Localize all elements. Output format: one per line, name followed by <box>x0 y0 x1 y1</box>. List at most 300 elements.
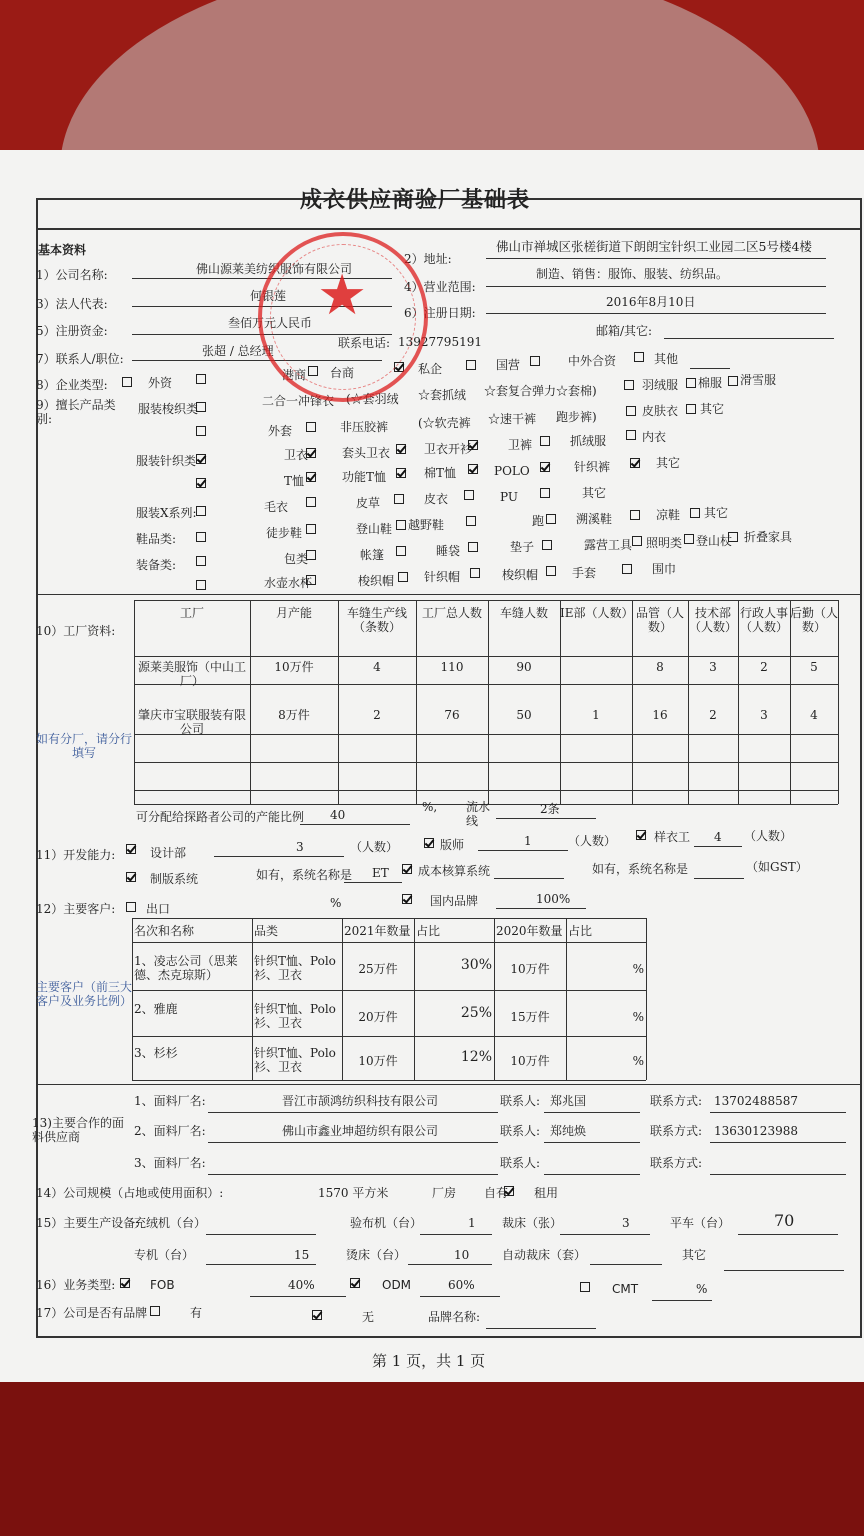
factory-vline <box>134 600 135 804</box>
factory-vline <box>416 600 417 804</box>
supplier-contact-underline <box>544 1174 640 1175</box>
checkbox-bag[interactable] <box>306 550 316 560</box>
p6-5: 凉鞋 <box>656 508 681 522</box>
factory-cell: 110 <box>440 660 464 674</box>
factory-cell: 肇庆市宝联服装有限公司 <box>137 708 246 736</box>
supplier-contact-label: 联系人: <box>500 1094 541 1108</box>
supplier-phone: 13630123988 <box>714 1124 798 1138</box>
checkbox-gear2[interactable] <box>196 580 206 590</box>
customer-vline <box>414 918 415 1080</box>
customer-header-cell: 占比 <box>416 924 441 938</box>
factory-vline <box>838 600 839 804</box>
customer-cell: 30% <box>460 957 492 973</box>
brand-name-label: 品牌名称: <box>428 1310 481 1324</box>
supplier-name-underline <box>208 1174 498 1175</box>
checkbox-cardigan[interactable] <box>468 440 478 450</box>
business-label: 16）业务类型: <box>36 1278 116 1292</box>
regdate-value: 2016年8月10日 <box>606 295 696 309</box>
p7-2: 睡袋 <box>436 544 461 558</box>
checkbox-hk[interactable] <box>196 374 206 384</box>
checkbox-shoes[interactable] <box>196 532 206 542</box>
enterprise-opt-state: 国营 <box>496 358 521 372</box>
equip-c-underline <box>560 1234 650 1235</box>
checkbox-cotton[interactable] <box>686 378 696 388</box>
factory-header-cell: 技术部（人数） <box>688 606 737 634</box>
equipment-e-v: 15 <box>294 1248 310 1262</box>
customer-hline <box>132 918 646 919</box>
gst-underline <box>694 878 744 879</box>
p2-6: 其它 <box>700 402 725 416</box>
regdate-underline <box>486 313 826 314</box>
checkbox-pattern[interactable] <box>424 838 434 848</box>
ratio-unit: %, <box>422 800 438 814</box>
equipment-f: 烫床（台） <box>346 1248 407 1262</box>
p6-2: 越野鞋 <box>408 518 445 532</box>
equipment-label: 15）主要生产设备: <box>36 1216 140 1230</box>
factory-vline <box>560 600 561 804</box>
equipment-e: 专机（台） <box>134 1248 195 1262</box>
equipment-d-v: 70 <box>774 1211 795 1230</box>
p2-5: 皮肤衣 <box>642 404 679 418</box>
scale-value: 1570 平方米 <box>318 1186 389 1200</box>
checkbox-polo[interactable] <box>540 462 550 472</box>
checkbox-brand-yes[interactable] <box>150 1306 160 1316</box>
p4-1: 功能T恤 <box>342 470 387 484</box>
checkbox-gear[interactable] <box>196 556 206 566</box>
customer-vline <box>252 918 253 1080</box>
dev-system: 制版系统 <box>150 872 199 886</box>
phone-value: 13927795191 <box>398 335 482 349</box>
checkbox-down[interactable] <box>624 380 634 390</box>
p5-4: 其它 <box>582 486 607 500</box>
customer-cell: 2、雅鹿 <box>134 1002 178 1016</box>
customer-cell: 15万件 <box>510 1010 550 1024</box>
p1-6: 滑雪服 <box>740 373 777 387</box>
factory-header-cell: 后勤（人数） <box>790 606 839 634</box>
section-basic: 基本资料 <box>38 243 87 257</box>
equipment-b-v: 1 <box>468 1216 476 1230</box>
factory-label: 10）工厂资料: <box>36 624 116 638</box>
checkbox-woven[interactable] <box>196 402 206 412</box>
checkbox-hat2[interactable] <box>546 566 556 576</box>
customer-vline <box>646 918 647 1080</box>
checkbox-cost[interactable] <box>402 864 412 874</box>
p4-5: 其它 <box>656 456 681 470</box>
factory-header-cell: 月产能 <box>275 606 312 620</box>
factory-cell: 3 <box>760 708 768 722</box>
checkbox-pole[interactable] <box>728 532 738 542</box>
customer-cell: 1、凌志公司（思莱德、杰克琼斯） <box>134 954 238 982</box>
factory-cell: 10万件 <box>274 660 314 674</box>
contact-value: 张超 / 总经理 <box>202 344 274 358</box>
dev-if-have-2: 如有，系统名称是 <box>592 862 689 876</box>
supplier-contact-underline <box>544 1142 640 1143</box>
enterprise-opt-other: 其他 <box>654 352 679 366</box>
checkbox-jv[interactable] <box>634 352 644 362</box>
capital-label: 5）注册资金: <box>36 324 108 338</box>
factory-header-cell: 车缝生产线（条数） <box>346 606 407 634</box>
p7-5: 照明类 <box>646 536 683 550</box>
factory-header-cell: 车缝人数 <box>499 606 548 620</box>
p6-3: 跑 <box>532 514 545 528</box>
checkbox-tee[interactable] <box>306 472 316 482</box>
checkbox-run[interactable] <box>546 514 556 524</box>
p7-0: 包类 <box>284 552 309 566</box>
p6-4: 溯溪鞋 <box>576 512 613 526</box>
page-title: 成衣供应商验厂基础表 <box>300 187 531 213</box>
equip-a-underline <box>206 1234 316 1235</box>
p7-3: 垫子 <box>510 540 535 554</box>
factory-cell: 2 <box>709 708 717 722</box>
brand-no: 无 <box>362 1310 375 1324</box>
title-divider <box>36 228 862 230</box>
checkbox-func-tee[interactable] <box>396 468 406 478</box>
factory-hline <box>134 790 838 791</box>
supplier-contact-label: 联系人: <box>500 1124 541 1138</box>
address-value: 佛山市禅城区张槎街道下朗朗宝针织工业园二区5号楼4楼 <box>496 239 812 254</box>
p8-1: 梭织帽 <box>358 574 395 588</box>
checkbox-pullover[interactable] <box>396 444 406 454</box>
equip-b-underline <box>420 1234 492 1235</box>
checkbox-stream[interactable] <box>630 510 640 520</box>
checkbox-knit-hat[interactable] <box>470 568 480 578</box>
supplier-phone-label: 联系方式: <box>650 1094 703 1108</box>
supplier-phone-underline <box>710 1142 846 1143</box>
checkbox-gloves[interactable] <box>622 564 632 574</box>
supplier-number-label: 3、面料厂名: <box>134 1156 206 1170</box>
address-label: 2）地址: <box>404 252 452 266</box>
p6-1: 登山鞋 <box>356 522 393 536</box>
supplier-name-underline <box>208 1112 498 1113</box>
ratio-value: 40 <box>330 808 346 822</box>
dev-gst: （如GST） <box>746 860 808 874</box>
p5-3: PU <box>500 490 518 504</box>
dev-people-2: （人数） <box>568 834 617 848</box>
background-bottom <box>0 1380 864 1536</box>
checkbox-tent[interactable] <box>396 546 406 556</box>
supplier-contact-label: 联系人: <box>500 1156 541 1170</box>
customer-cell: 12% <box>460 1049 492 1065</box>
checkbox-mountain[interactable] <box>396 520 406 530</box>
dev-label: 11）开发能力: <box>36 848 116 862</box>
contact-label: 7）联系人/职位: <box>36 352 124 366</box>
checkbox-sweater[interactable] <box>306 497 316 507</box>
enterprise-label: 8）企业类型: <box>36 378 108 392</box>
enterprise-opt-private: 私企 <box>418 362 443 376</box>
factory-cell: 8万件 <box>278 708 310 722</box>
p3-2: 卫衣开衫 <box>424 442 473 456</box>
equip-d-underline <box>738 1234 838 1235</box>
p1-5: 棉服 <box>698 376 723 390</box>
checkbox-sample[interactable] <box>636 830 646 840</box>
p3-4: 抓绒服 <box>570 434 607 448</box>
customer-header-cell: 占比 <box>568 924 593 938</box>
checkbox-knit2[interactable] <box>196 478 206 488</box>
customer-cell: 10万件 <box>510 962 550 976</box>
business-fob-v: 40% <box>288 1278 315 1292</box>
p2-3: ☆速干裤 <box>488 412 537 426</box>
sample-underline <box>694 846 742 847</box>
factory-branch-note: 如有分厂，请分行填写 <box>36 732 133 760</box>
factory-cell: 3 <box>709 660 717 674</box>
checkbox-fur[interactable] <box>394 494 404 504</box>
email-underline <box>664 338 834 339</box>
checkbox-camp[interactable] <box>632 536 642 546</box>
customer-cell: 25% <box>460 1005 492 1021</box>
ratio-label: 可分配给探路者公司的产能比例 <box>136 810 305 824</box>
checkbox-own[interactable] <box>504 1186 514 1196</box>
checkbox-system[interactable] <box>126 872 136 882</box>
customer-cell: 3、杉杉 <box>134 1046 178 1060</box>
dev-system-name: ET <box>372 866 389 880</box>
customer-vline <box>566 918 567 1080</box>
supplier-name: 晋江市颉鸿纺织科技有限公司 <box>282 1094 439 1108</box>
business-odm-v: 60% <box>448 1278 475 1292</box>
checkbox-mat[interactable] <box>542 540 552 550</box>
equipment-a: 充绒机（台） <box>134 1216 207 1230</box>
checkbox-knit[interactable] <box>196 454 206 464</box>
other-underline <box>690 368 730 369</box>
checkbox-domestic[interactable] <box>402 894 412 904</box>
customers-domestic: 国内品牌 <box>430 894 479 908</box>
company-value: 佛山源莱美纺织服饰有限公司 <box>196 262 353 276</box>
customer-hline <box>132 1080 646 1081</box>
products-label: 9）擅长产品类别: <box>36 398 116 426</box>
customer-cell: 针织T恤、Polo衫、卫衣 <box>254 1046 336 1074</box>
system-underline <box>344 882 402 883</box>
supplier-phone-underline <box>710 1112 846 1113</box>
supplier-contact-underline <box>544 1112 640 1113</box>
checkbox-ski[interactable] <box>728 376 738 386</box>
checkbox-cmt[interactable] <box>580 1282 590 1292</box>
pattern-underline <box>478 850 568 851</box>
woven-label: 服装梭织类 <box>138 402 199 416</box>
factory-header-cell: 行政人事（人数） <box>739 606 788 634</box>
p2-2: (☆软壳裤 <box>418 416 471 430</box>
factory-cell: 16 <box>652 708 668 722</box>
supplier-name: 佛山市鑫业坤超纺织有限公司 <box>282 1124 439 1138</box>
brand-underline <box>486 1328 596 1329</box>
p3-5: 内衣 <box>642 430 667 444</box>
factory-vline <box>250 600 251 804</box>
company-label: 1）公司名称: <box>36 268 108 282</box>
checkbox-xseries[interactable] <box>196 506 206 516</box>
p2-0: 外套 <box>268 424 293 438</box>
scale-plant: 厂房 <box>432 1186 457 1200</box>
line-label: 流水线 <box>466 800 491 828</box>
checkbox-woven2[interactable] <box>196 426 206 436</box>
customer-hline <box>132 990 646 991</box>
equipment-g: 自动裁床（套） <box>502 1248 587 1262</box>
supplier-number-label: 2、面料厂名: <box>134 1124 206 1138</box>
checkbox-sandal[interactable] <box>690 508 700 518</box>
p8-4: 手套 <box>572 566 597 580</box>
p1-3: ☆套复合弹力☆套棉) <box>484 384 597 398</box>
checkbox-light[interactable] <box>684 534 694 544</box>
dev-sample: 样衣工 <box>654 830 691 844</box>
brand-label: 17）公司是否有品牌 <box>36 1306 148 1320</box>
p6-6: 其它 <box>704 506 729 520</box>
xseries-label: 服装X系列: <box>136 506 197 520</box>
checkbox-pu[interactable] <box>540 488 550 498</box>
shoes-label: 鞋品类: <box>136 532 177 546</box>
p5-0: 毛衣 <box>264 500 289 514</box>
dev-people-1: （人数） <box>350 840 399 854</box>
dev-design-num: 3 <box>296 840 304 854</box>
p3-1: 套头卫衣 <box>342 446 391 460</box>
checkbox-hiking[interactable] <box>306 524 316 534</box>
factory-cell: 源莱美服饰（中山工厂） <box>137 660 246 688</box>
checkbox-odm[interactable] <box>350 1278 360 1288</box>
dev-pattern-num: 1 <box>524 834 532 848</box>
checkbox-leather[interactable] <box>464 490 474 500</box>
checkbox-fleece[interactable] <box>626 430 636 440</box>
supplier-contact-person: 郑兆国 <box>550 1094 587 1108</box>
p1-0: 二合一冲锋衣 <box>262 394 335 408</box>
factory-hline <box>134 762 838 763</box>
customer-cell: % <box>632 1010 644 1024</box>
p6-0: 徒步鞋 <box>266 526 303 540</box>
checkbox-brand-no[interactable] <box>312 1310 322 1320</box>
business-cmt-v: % <box>696 1282 708 1296</box>
factory-header-cell: 工厂 <box>179 606 204 620</box>
checkbox-design[interactable] <box>126 844 136 854</box>
business-cmt: CMT <box>612 1282 639 1296</box>
dev-if-have: 如有，系统名称是 <box>256 868 353 882</box>
gear-label: 装备类: <box>136 558 177 572</box>
p8-5: 围巾 <box>652 562 677 576</box>
customer-header-cell: 2020年数量 <box>496 924 563 938</box>
checkbox-sleepbag[interactable] <box>468 542 478 552</box>
odm-underline <box>420 1296 500 1297</box>
factory-cell: 8 <box>656 660 664 674</box>
factory-cell: 1 <box>592 708 600 722</box>
equip-h-underline <box>724 1270 844 1271</box>
p1-4: 羽绒服 <box>642 378 679 392</box>
phone-label: 联系电话: <box>338 336 391 350</box>
enterprise-opt-foreign: 外资 <box>148 376 173 390</box>
email-label: 邮箱/其它: <box>596 324 653 338</box>
supplier-phone-label: 联系方式: <box>650 1156 703 1170</box>
factory-header-cell: 品管（人数） <box>635 606 684 634</box>
equipment-d: 平车（台） <box>670 1216 731 1230</box>
customers-pct: % <box>330 896 342 910</box>
customer-header-cell: 2021年数量 <box>344 924 411 938</box>
checkbox-trail[interactable] <box>466 516 476 526</box>
p8-0: 水壶水杯 <box>264 576 313 590</box>
supplier-phone-underline <box>710 1174 846 1175</box>
factory-cell: 2 <box>760 660 768 674</box>
checkbox-bottle[interactable] <box>306 575 316 585</box>
factory-cell: 4 <box>810 708 818 722</box>
p7-1: 帐篷 <box>360 548 385 562</box>
p7-6: 登山杖 <box>696 534 733 548</box>
checkbox-foreign[interactable] <box>122 377 132 387</box>
equipment-c-v: 3 <box>622 1216 630 1230</box>
equip-f-underline <box>408 1264 492 1265</box>
enterprise-opt-hk: 港商 <box>282 368 307 382</box>
dev-cost: 成本核算系统 <box>418 864 491 878</box>
customer-cell: 针织T恤、Polo衫、卫衣 <box>254 1002 336 1030</box>
supplier-name-underline <box>208 1142 498 1143</box>
scope-label: 4）营业范围: <box>404 280 476 294</box>
customer-header-cell: 品类 <box>254 924 279 938</box>
factory-cell: 2 <box>373 708 381 722</box>
p4-4: 针织裤 <box>574 460 611 474</box>
p4-2: 棉T恤 <box>424 466 457 480</box>
knit-label: 服装针织类 <box>136 454 197 468</box>
p2-1: 非压胶裤 <box>340 420 389 434</box>
dev-sample-num: 4 <box>714 830 722 844</box>
seal-star-icon: ★ <box>317 263 368 328</box>
page-footer: 第 1 页，共 1 页 <box>372 1352 486 1370</box>
equipment-b: 验布机（台） <box>350 1216 423 1230</box>
factory-cell: 5 <box>810 660 818 674</box>
equip-e-underline <box>206 1264 316 1265</box>
checkbox-knit-pants[interactable] <box>630 458 640 468</box>
scale-label: 14）公司规模（占地或使用面积）: <box>36 1186 224 1200</box>
suppliers-label: 13)主要合作的面料供应商 <box>32 1116 124 1144</box>
fob-underline <box>250 1296 346 1297</box>
factory-cell: 76 <box>444 708 460 722</box>
p2-4: 跑步裤) <box>556 410 597 424</box>
customers-label: 12）主要客户: <box>36 902 116 916</box>
checkbox-woven-other[interactable] <box>686 404 696 414</box>
equipment-c: 裁床（张） <box>502 1216 563 1230</box>
p1-1: (☆套羽绒 <box>346 392 399 406</box>
line-value: 2条 <box>540 802 560 816</box>
p5-1: 皮草 <box>356 496 381 510</box>
customer-vline <box>494 918 495 1080</box>
factory-vline <box>488 600 489 804</box>
legal-label: 3）法人代表: <box>36 297 108 311</box>
p4-0: T恤 <box>284 474 305 488</box>
factory-hline <box>134 656 838 657</box>
equipment-f-v: 10 <box>454 1248 470 1262</box>
checkbox-fob[interactable] <box>120 1278 130 1288</box>
regdate-label: 6）注册日期: <box>404 306 476 320</box>
customers-domestic-pct: 100% <box>536 892 571 906</box>
business-fob: FOB <box>150 1278 175 1292</box>
checkbox-pants[interactable] <box>540 436 550 446</box>
checkbox-hoodie[interactable] <box>306 448 316 458</box>
checkbox-cotton-tee[interactable] <box>468 464 478 474</box>
factory-header-cell: 工厂总人数 <box>421 606 482 620</box>
customer-cell: 10万件 <box>510 1054 550 1068</box>
factory-cell: 4 <box>373 660 381 674</box>
checkbox-skin[interactable] <box>626 406 636 416</box>
checkbox-coat[interactable] <box>306 422 316 432</box>
p3-0: 卫衣 <box>284 448 309 462</box>
customer-hline <box>132 1036 646 1037</box>
cost-underline <box>494 878 564 879</box>
customer-hline <box>132 942 646 943</box>
checkbox-jv-left[interactable] <box>530 356 540 366</box>
customer-cell: % <box>632 962 644 976</box>
enterprise-opt-jv: 中外合资 <box>568 354 617 368</box>
supplier-phone-label: 联系方式: <box>650 1124 703 1138</box>
p4-3: POLO <box>494 464 530 478</box>
checkbox-export[interactable] <box>126 902 136 912</box>
dev-people-3: （人数） <box>744 829 793 843</box>
supplier-number-label: 1、面料厂名: <box>134 1094 206 1108</box>
customer-cell: 针织T恤、Polo衫、卫衣 <box>254 954 336 982</box>
checkbox-woven-hat[interactable] <box>398 572 408 582</box>
dev-design: 设计部 <box>150 846 187 860</box>
scale-rent: 租用 <box>534 1186 559 1200</box>
brand-yes: 有 <box>190 1306 203 1320</box>
checkbox-state[interactable] <box>466 360 476 370</box>
